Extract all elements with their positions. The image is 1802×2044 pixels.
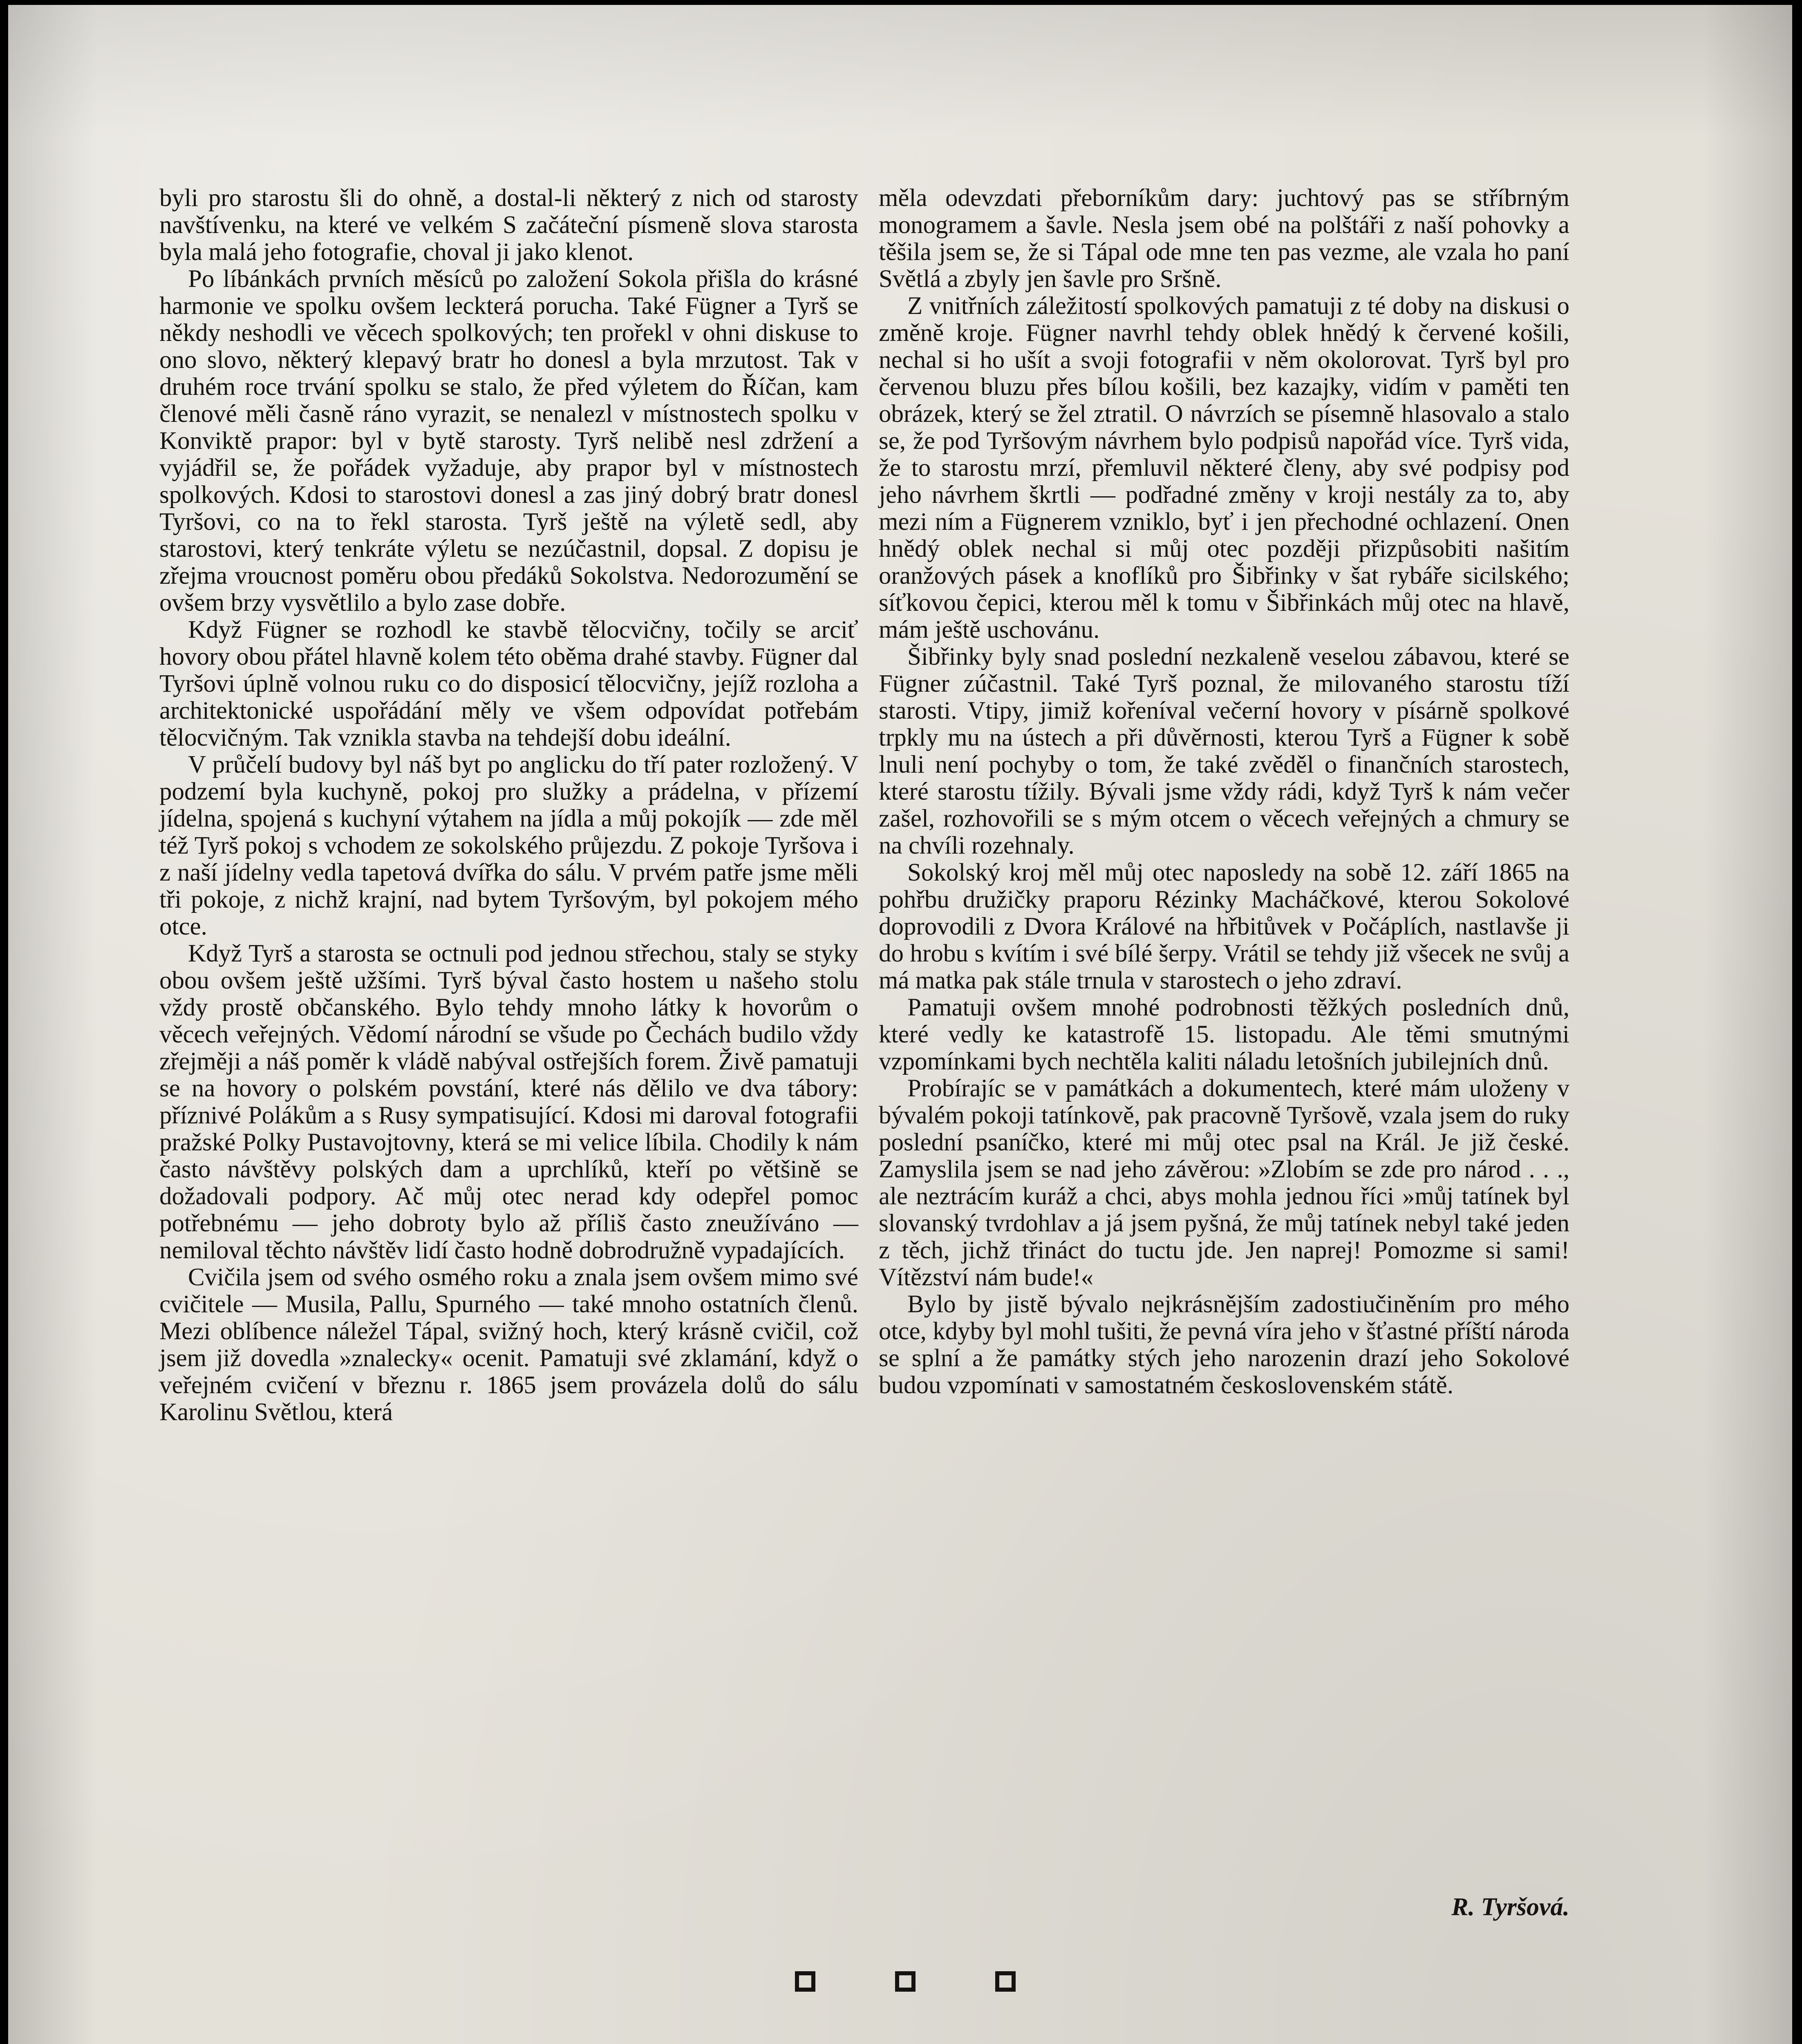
paragraph: Když Fügner se rozhodl ke stavbě tělocvičny, točily se arciť hovory obou přátel hlavně kolem této oběma drahé stavby. Fügner dal Tyršovi úplně volnou ruku co do disposicí tělocvičny, jejíž rozloha a architektonické uspořádání měly ve všem odpovídat potřebám tělocvičným. Tak vznikla stavba na tehdejší dobu ideální. — [159, 616, 858, 751]
paragraph: měla odevzdati přeborníkům dary: juchtový pas se stříbrným monogramem a šavle. Nesla jsem obé na polštáři z naší pohovky a těšila jsem se, že si Tápal ode mne ten pas vezme, ale vzala ho paní Světlá a zbyly jen šavle pro Sršně. — [879, 184, 1569, 293]
right-column — [879, 185, 1569, 1399]
square-ornament-icon — [795, 1971, 815, 1992]
page-sheet — [8, 5, 1792, 2044]
paragraph: Po líbánkách prvních měsíců po založení Sokola přišla do krásné harmonie ve spolku ovšem leckterá porucha. Také Fügner a Tyrš se někdy neshodli ve věcech spolkových; ten prořekl v ohni diskuse to ono slovo, některý klepavý bratr ho donesl a byla mrzutost. Tak v druhém roce trvání spolku se stalo, že před výletem do Říčan, kam členové měli časně ráno vyrazit, se nenalezl v místnostech spolku v Konviktě prapor: byl v bytě starosty. Tyrš nelibě nesl zdržení a vyjádřil se, že pořádek vyžaduje, aby prapor byl v místnostech spolkových. Kdosi to starostovi donesl a zas jiný dobrý bratr donesl Tyršovi, co na to řekl starosta. Tyrš ještě na výletě sedl, aby starostovi, který tenkráte výletu se nezúčastnil, dopsal. Z dopisu je zřejma vroucnost poměru obou předáků Sokolstva. Nedorozumění se ovšem brzy vysvětlilo a bylo zase dobře. — [159, 265, 858, 616]
paragraph: Bylo by jistě bývalo nejkrásnějším zadostiučiněním pro mého otce, kdyby byl mohl tušiti, že pevná víra jeho v šťastné příští národa se splní a že památky stých jeho narozenin drazí jeho Sokolové budou vzpomínati v samostatném československém státě. — [879, 1291, 1569, 1399]
author-signature: R. Tyršová. — [1451, 1893, 1569, 1921]
square-ornament-icon — [895, 1971, 916, 1992]
paragraph: Sokolský kroj měl můj otec naposledy na sobě 12. září 1865 na pohřbu družičky praporu Rézinky Macháčkové, kterou Sokolové doprovodili z Dvora Králové na hřbitůvek v Počáplích, nastlavše ji do hrobu s kvítím i své bílé šerpy. Vrátil se tehdy již všecek ne svůj a má matka pak stále trnula v starostech o jeho zdraví. — [879, 859, 1569, 994]
paragraph: V průčelí budovy byl náš byt po anglicku do tří pater rozložený. V podzemí byla kuchyně, pokoj pro služky a prádelna, v přízemí jídelna, spojená s kuchyní výtahem na jídla a můj pokojík — zde měl též Tyrš pokoj s vchodem ze sokolského průjezdu. Z pokoje Tyršova i z naší jídelny vedla tapetová dvířka do sálu. V prvém patře jsme měli tři pokoje, z nichž krajní, nad bytem Tyršovým, byl pokojem mého otce. — [159, 751, 858, 940]
paragraph: Z vnitřních záležitostí spolkových pamatuji z té doby na diskusi o změně kroje. Fügner navrhl tehdy oblek hnědý k červené košili, nechal si ho ušít a svoji fotografii v něm okolorovat. Tyrš byl pro červenou bluzu přes bílou košili, bez kazajky, vidím v paměti ten obrázek, který se žel ztratil. O návrzích se písemně hlasovalo a stalo se, že pod Tyršovým návrhem bylo podpisů napořád více. Tyrš vida, že to starostu mrzí, přemluvil některé členy, aby své podpisy pod jeho návrhem škrtli — podřadné změny v kroji nestály za to, aby mezi ním a Fügnerem vzniklo, byť i jen přechodné ochlazení. Onen hnědý oblek nechal si můj otec později přizpůsobiti našitím oranžových pásek a knoflíků pro Šibřinky v šat rybáře sicilského; síťkovou čepici, kterou měl k tomu v Šibřinkách můj otec na hlavě, mám ještě uschovánu. — [879, 292, 1569, 643]
left-column — [159, 185, 858, 1426]
square-ornament-icon — [995, 1971, 1016, 1992]
paragraph: Pamatuji ovšem mnohé podrobnosti těžkých posledních dnů, které vedly ke katastrofě 15. listopadu. Ale těmi smutnými vzpomínkami bych nechtěla kaliti náladu letošních jubilejních dnů. — [879, 994, 1569, 1075]
paragraph: Šibřinky byly snad poslední nezkaleně veselou zábavou, které se Fügner zúčastnil. Také Tyrš poznal, že milovaného starostu tíží starosti. Vtipy, jimiž kořeníval večerní hovory v písárně spolkové trpkly mu na ústech a při důvěrnosti, kterou Tyrš a Fügner k sobě lnuli není pochyby o tom, že také zvěděl o finančních starostech, které starostu tížily. Bývali jsme vždy rádi, když Tyrš k nám večer zašel, rozhovořili se s mým otcem o věcech veřejných a chmury se na chvíli rozehnaly. — [879, 643, 1569, 859]
paragraph: Probírajíc se v památkách a dokumentech, které mám uloženy v bývalém pokoji tatínkově, pak pracovně Tyršově, vzala jsem do ruky poslední psaníčko, které mi můj otec psal na Král. Je již české. Zamyslila jsem se nad jeho závěrou: »Zlobím se zde pro národ . . ., ale neztrácím kuráž a chci, abys mohla jednou říci »můj tatínek byl slovanský tvrdohlav a já jsem pyšná, že můj tatínek nebyl také jeden z těch, jichž třináct do tuctu jde. Jen naprej! Pomozme si sami! Vítězství nám bude!« — [879, 1075, 1569, 1291]
section-ornament — [795, 1967, 1016, 1996]
paragraph: Když Tyrš a starosta se octnuli pod jednou střechou, staly se styky obou ovšem ještě užšími. Tyrš býval často hostem u našeho stolu vždy prostě občanského. Bylo tehdy mnoho látky k hovorům o věcech veřejných. Vědomí národní se všude po Čechách budilo vždy zřejměji a náš poměr k vládě nabýval ostřejších forem. Živě pamatuji se na hovory o polském povstání, které nás dělilo ve dva tábory: příznivé Polákům a s Rusy sympatisující. Kdosi mi daroval fotografii pražské Polky Pustavojtovny, která se mi velice líbila. Chodily k nám často návštěvy polských dam a uprchlíků, kteří po většině se dožadovali podpory. Ač můj otec nerad kdy odepřel pomoc potřebnému — jeho dobroty bylo až příliš často zneužíváno — nemiloval těchto návštěv lidí často hodně dobrodružně vypadajících. — [159, 940, 858, 1264]
paragraph: byli pro starostu šli do ohně, a dostal-li některý z nich od starosty navštívenku, na které ve velkém S začáteční písmeně slova starosta byla malá jeho fotografie, choval ji jako klenot. — [159, 184, 858, 266]
paragraph: Cvičila jsem od svého osmého roku a znala jsem ovšem mimo své cvičitele — Musila, Pallu, Spurného — také mnoho ostatních členů. Mezi oblíbence náležel Tápal, svižný hoch, který krásně cvičil, což jsem již dovedla »znalecky« ocenit. Pamatuji své zklamání, když o veřejném cvičení v březnu r. 1865 jsem provázela dolů do sálu Karolinu Světlou, která — [159, 1264, 858, 1426]
